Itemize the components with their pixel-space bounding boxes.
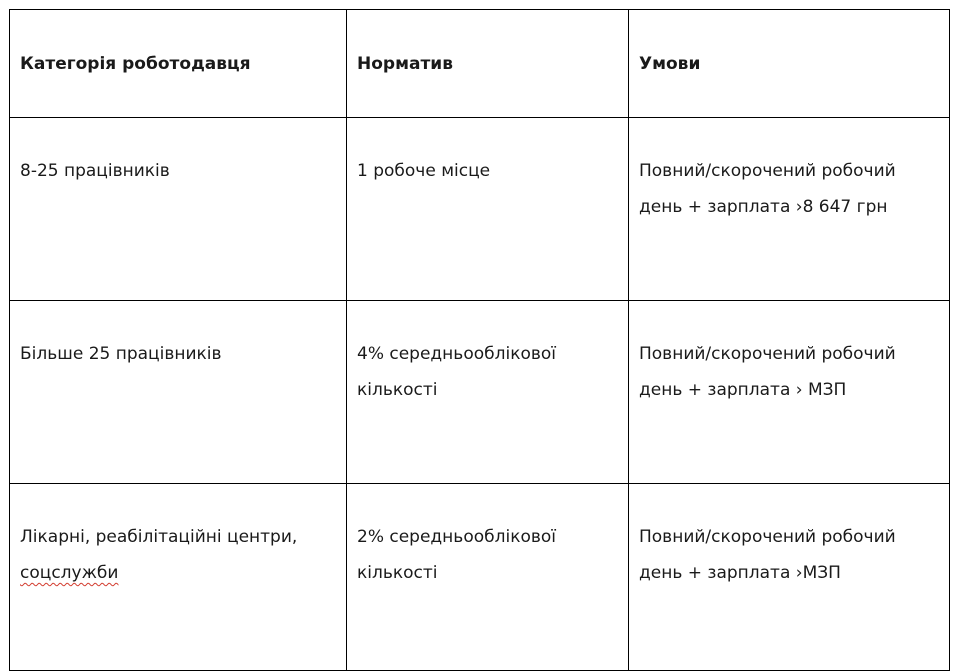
table-row: [10, 301, 950, 484]
cell-norm: 2% середньооблікової кількості: [347, 484, 629, 671]
cell-conditions: Повний/скорочений робочий день + зарплата ›МЗП: [629, 484, 950, 671]
cell-norm: 1 робоче місце: [347, 118, 629, 301]
table-header-row: [10, 10, 950, 118]
table-row: [10, 484, 950, 671]
cell-norm: 4% середньооблікової кількості: [347, 301, 629, 484]
cell-category-text: Лікарні, реабілітаційні центри,: [20, 527, 298, 547]
header-conditions: Умови: [629, 10, 950, 118]
spellcheck-flagged-word: соцслужби: [20, 563, 119, 583]
cell-category: Більше 25 працівників: [10, 301, 347, 484]
header-employer-category: Категорія роботодавця: [10, 10, 347, 118]
cell-conditions: Повний/скорочений робочий день + зарплата ›8 647 грн: [629, 118, 950, 301]
cell-category: [10, 484, 347, 671]
table-row: [10, 118, 950, 301]
employer-quota-table: [9, 9, 950, 671]
cell-conditions: Повний/скорочений робочий день + зарплата › МЗП: [629, 301, 950, 484]
cell-category: 8-25 працівників: [10, 118, 347, 301]
header-norm: Норматив: [347, 10, 629, 118]
